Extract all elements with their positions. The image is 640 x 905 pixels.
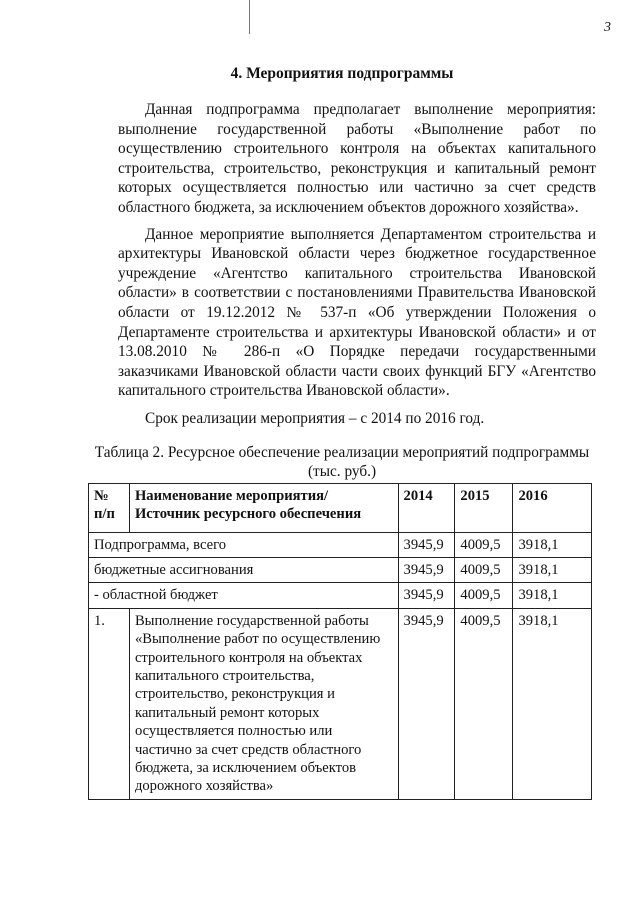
value-2015: 4009,5 — [455, 608, 513, 799]
table-caption — [88, 443, 596, 481]
value-2014: 3945,9 — [398, 557, 455, 582]
value-2015: 4009,5 — [455, 583, 513, 608]
header-2014: 2014 — [398, 483, 455, 532]
table-header-row — [89, 483, 592, 532]
row-num: 1. — [89, 608, 130, 799]
paragraph-3: Срок реализации мероприятия – с 2014 по 2016 год. — [145, 409, 485, 427]
value-2014: 3945,9 — [398, 583, 455, 608]
paragraph-2: Данное мероприятие выполняется Департаментом строительства и архитектуры Ивановской области через бюджетное государственное учреждение «Агентство капитального строительства Ивановской области» в соответствии с постановлениями Правительства Ивановской области от 19.12.2012 № 537-п «Об утверждении Положения о Департаменте строительства и архитектуры Ивановской области» и от 13.08.2010 № 286-п «О Порядке передачи государственными заказчиками Ивановской области части своих функций БГУ «Агентство капитального строительства Ивановской области». — [118, 225, 596, 400]
header-name: Наименование мероприятия/ Источник ресурсного обеспечения — [129, 483, 398, 532]
header-2015: 2015 — [455, 483, 513, 532]
section-title: 4. Мероприятия подпрограммы — [230, 65, 454, 82]
row-name: Выполнение государственной работы «Выполнение работ по осуществлению строительного контроля на объектах капитального строительства, строительство, реконструкция и капитальный ремонт которых осуществляется полностью или частично за счет средств областного бюджета, за исключением объектов дорожного хозяйства» — [129, 608, 398, 799]
page-content — [88, 64, 596, 840]
table-row — [89, 583, 592, 608]
value-2016: 3918,1 — [513, 583, 592, 608]
value-2014: 3945,9 — [398, 608, 455, 799]
table-caption-title: Таблица 2. Ресурсное обеспечение реализации мероприятий подпрограммы — [94, 443, 590, 461]
value-2016: 3918,1 — [513, 608, 592, 799]
header-num: № п/п — [89, 483, 130, 532]
value-2016: 3918,1 — [513, 557, 592, 582]
header-2016: 2016 — [513, 483, 592, 532]
value-2016: 3918,1 — [513, 532, 592, 557]
scan-mark — [249, 0, 250, 34]
row-name: - областной бюджет — [89, 583, 399, 608]
page-number: 3 — [604, 20, 611, 35]
table-caption-units: (тыс. руб.) — [307, 462, 377, 480]
value-2014: 3945,9 — [398, 532, 455, 557]
table-row — [89, 557, 592, 582]
table-row — [89, 608, 592, 799]
row-name: бюджетные ассигнования — [89, 557, 399, 582]
value-2015: 4009,5 — [455, 557, 513, 582]
row-name: Подпрограмма, всего — [89, 532, 399, 557]
table-row — [89, 532, 592, 557]
value-2015: 4009,5 — [455, 532, 513, 557]
resource-table — [88, 483, 592, 800]
paragraph-1: Данная подпрограмма предполагает выполнение мероприятия: выполнение государственной работы «Выполнение работ по осуществлению строительного контроля на объектах капитального строительства, строительство, реконструкция и капитальный ремонт которых осуществляется полностью или частично за счет средств областного бюджета, за исключением объектов дорожного хозяйства». — [118, 101, 596, 216]
